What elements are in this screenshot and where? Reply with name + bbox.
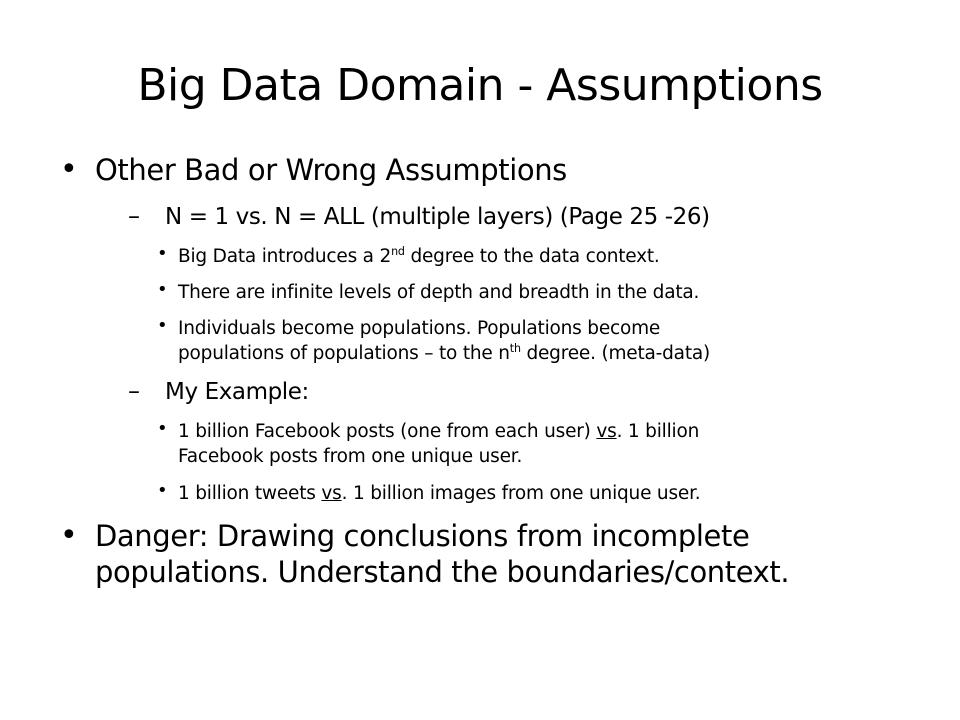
sub-item-text: My Example: xyxy=(165,379,309,405)
sub-sub-item-line-2: Facebook posts from one unique user. xyxy=(178,446,523,467)
slide-title: Big Data Domain - Assumptions xyxy=(137,60,823,111)
sub-sub-item-line-1: 1 billion Facebook posts (one from each user) vs. 1 billion xyxy=(178,421,700,442)
bullet-marker: • xyxy=(157,480,168,501)
sub-item-text: N = 1 vs. N = ALL (multiple layers) (Page 25 -26) xyxy=(165,204,710,230)
dash-marker: – xyxy=(128,202,140,230)
sub-sub-item-text: Big Data introduces a 2nd degree to the data context. xyxy=(178,244,660,267)
bullet-marker: • xyxy=(157,315,168,336)
bullet-marker: • xyxy=(157,279,168,300)
dash-marker: – xyxy=(128,377,140,405)
bullet-marker: • xyxy=(157,243,168,264)
sub-sub-item-line-2: populations of populations – to the $n^{th}$ degree. (meta-data) xyxy=(178,341,711,364)
bullet-marker: • xyxy=(157,418,168,439)
bullet-marker: • xyxy=(60,152,78,187)
bullet-text-line-2: populations. Understand the boundaries/context. xyxy=(95,555,790,589)
sub-sub-item-text: 1 billion tweets vs. 1 billion images from one unique user. xyxy=(178,483,701,504)
sub-sub-item-text: There are infinite levels of depth and breadth in the data. xyxy=(178,282,700,303)
bullet-text: Other Bad or Wrong Assumptions xyxy=(95,153,567,187)
bullet-text-line-1: Danger: Drawing conclusions from incomplete xyxy=(95,519,750,553)
bullet-marker: • xyxy=(60,518,78,553)
sub-sub-item-line-1: Individuals become populations. Populations become xyxy=(178,318,661,339)
